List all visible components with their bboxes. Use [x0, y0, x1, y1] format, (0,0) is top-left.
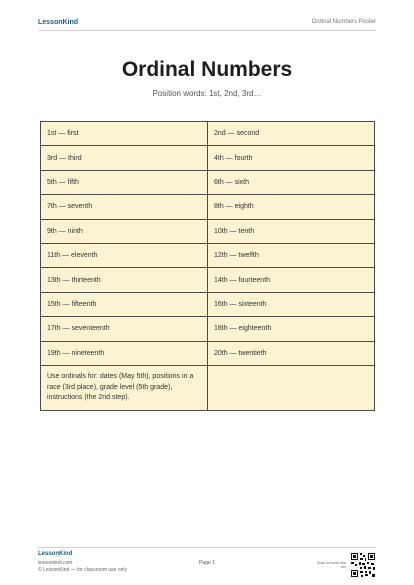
page-subtitle: Position words: 1st, 2nd, 3rd…: [152, 89, 262, 98]
table-row: [41, 122, 375, 146]
page-footer: [38, 550, 376, 578]
page-header: [38, 15, 376, 29]
table-row: [41, 292, 375, 316]
table-cell: 14th — fourteenth: [208, 268, 375, 292]
footer-divider: [38, 547, 376, 548]
table-cell: 3rd — third: [41, 146, 208, 170]
table-cell: 4th — fourth: [208, 146, 375, 170]
table-cell: 20th — twentieth: [208, 341, 375, 365]
qr-caption: Scan for more free res: [317, 561, 346, 569]
header-poster-name: Ordinal Numbers Poster: [311, 19, 376, 25]
empty-cell: [208, 365, 375, 410]
table-cell: 16th — sixteenth: [208, 292, 375, 316]
header-divider: [38, 30, 376, 31]
page-number: Page 1: [199, 560, 215, 566]
table-row: [41, 243, 375, 267]
table-row: [41, 146, 375, 170]
table-cell: 15th — fifteenth: [41, 292, 208, 316]
footer-copyright: © LessonKind — for classroom use only: [38, 567, 128, 573]
table-row: [41, 170, 375, 194]
page-title: Ordinal Numbers: [121, 58, 293, 81]
table-cell: 2nd — second: [208, 122, 375, 146]
table-row: [41, 268, 375, 292]
table-cell: 7th — seventh: [41, 195, 208, 219]
table-cell: 12th — twelfth: [208, 243, 375, 267]
table-cell: 13th — thirteenth: [41, 268, 208, 292]
table-cell: 18th — eighteenth: [208, 317, 375, 341]
usage-note: Use ordinals for: dates (May 5th), positions in a race (3rd place), grade level (5th grade), instructions (the 2nd step).: [41, 365, 208, 410]
ordinal-table: [40, 121, 375, 411]
table-row: [41, 317, 375, 341]
qr-code-icon[interactable]: [350, 552, 376, 578]
table-cell: 6th — sixth: [208, 170, 375, 194]
table-cell: 17th — seventeenth: [41, 317, 208, 341]
table-cell: 9th — ninth: [41, 219, 208, 243]
table-row: [41, 195, 375, 219]
header-brand[interactable]: LessonKind: [38, 18, 79, 26]
footer-site-link[interactable]: lessonkind.com: [38, 560, 73, 566]
table-cell: 5th — fifth: [41, 170, 208, 194]
footer-brand[interactable]: LessonKind: [38, 551, 73, 557]
table-row: [41, 219, 375, 243]
table-cell: 19th — nineteenth: [41, 341, 208, 365]
note-row: [41, 365, 375, 410]
table-row: [41, 341, 375, 365]
table-cell: 11th — eleventh: [41, 243, 208, 267]
table-cell: 1st — first: [41, 122, 208, 146]
table-cell: 10th — tenth: [208, 219, 375, 243]
table-cell: 8th — eighth: [208, 195, 375, 219]
